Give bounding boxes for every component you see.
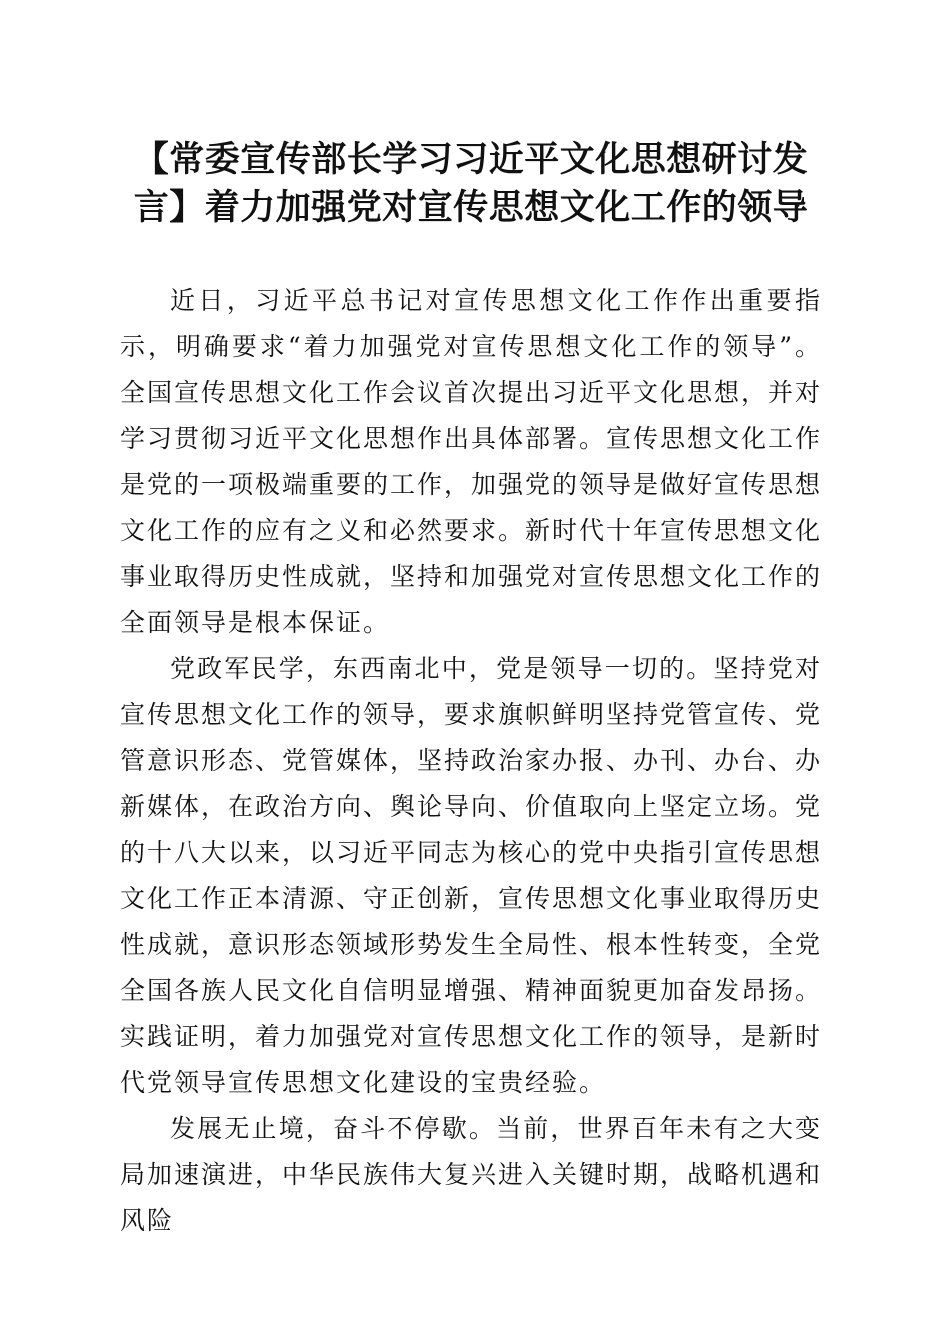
document-body bbox=[120, 278, 822, 1244]
paragraph-1: 近日，习近平总书记对宣传思想文化工作作出重要指示，明确要求“着力加强党对宣传思想文化工作的领导”。全国宣传思想文化工作会议首次提出习近平文化思想，并对学习贯彻习近平文化思想作出具体部署。宣传思想文化工作是党的一项极端重要的工作，加强党的领导是做好宣传思想文化工作的应有之义和必然要求。新时代十年宣传思想文化事业取得历史性成就，坚持和加强党对宣传思想文化工作的全面领导是根本保证。 bbox=[120, 286, 823, 637]
paragraph-2: 党政军民学，东西南北中，党是领导一切的。坚持党对宣传思想文化工作的领导，要求旗帜鲜明坚持党管宣传、党管意识形态、党管媒体，坚持政治家办报、办刊、办台、办新媒体，在政治方向、舆论导向、价值取向上坚定立场。党的十八大以来，以习近平同志为核心的党中央指引宣传思想文化工作正本清源、守正创新，宣传思想文化事业取得历史性成就，意识形态领域形势发生全局性、根本性转变，全党全国各族人民文化自信明显增强、精神面貌更加奋发昂扬。实践证明，着力加强党对宣传思想文化工作的领导，是新时代党领导宣传思想文化建设的宝贵经验。 bbox=[120, 654, 823, 1097]
document-title: 【常委宣传部长学习习近平文化思想研讨发言】着力加强党对宣传思想文化工作的领导 bbox=[133, 139, 809, 228]
paragraph-3: 发展无止境，奋斗不停歇。当前，世界百年未有之大变局加速演进，中华民族伟大复兴进入关键时期，战略机遇和风险 bbox=[120, 1114, 823, 1235]
